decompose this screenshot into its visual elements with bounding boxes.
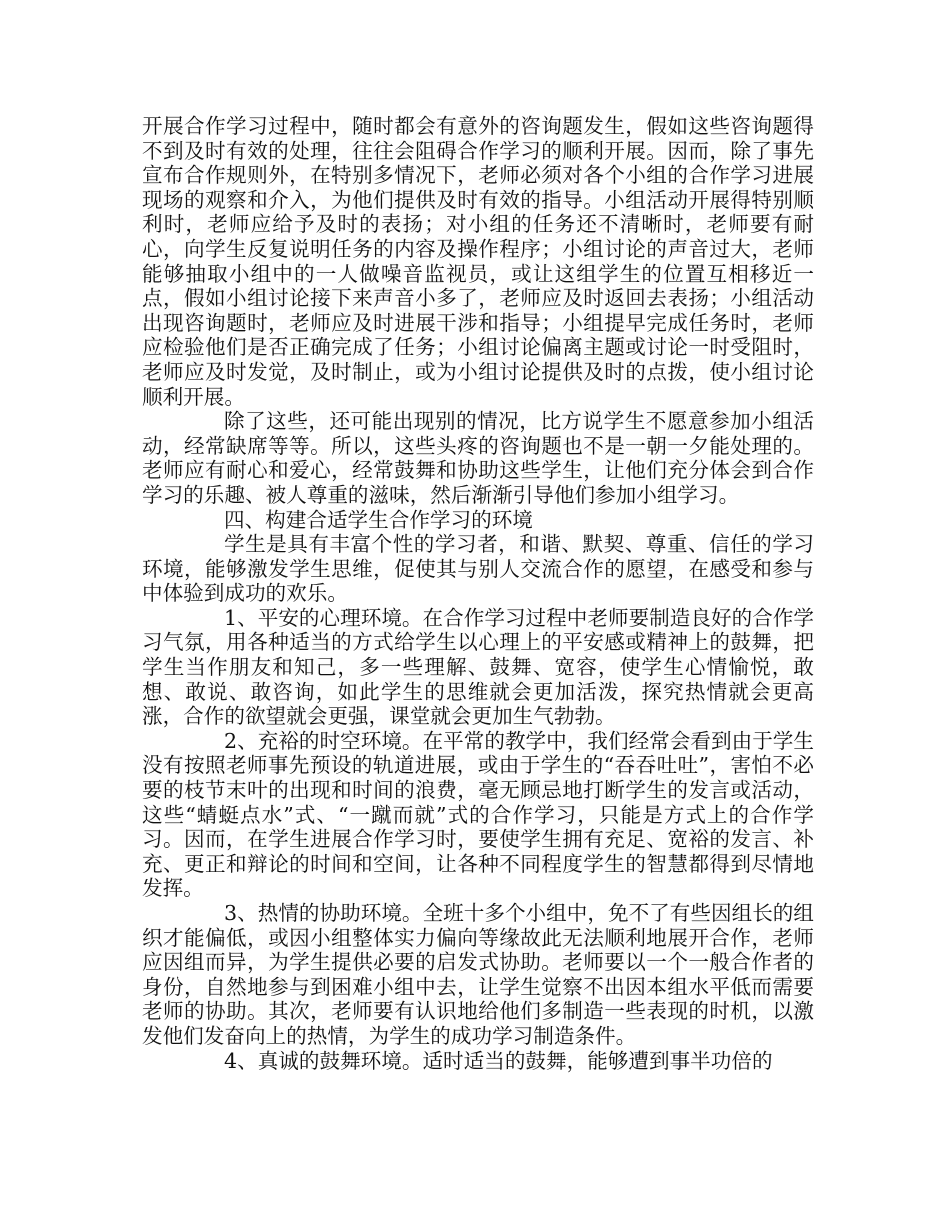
paragraph-5: 2、充裕的时空环境。在平常的教学中，我们经常会看到由于学生没有按照老师事先预设的轨道进展，或由于学生的“吞吞吐吐”，害怕不必要的枝节末叶的出现和时间的浪费，毫无顾忌地打断学生的发言或活动，这些“蜻蜓点水”式、“一蹴而就”式的合作学习，只能是方式上的合作学习。因而，在学生进展合作学习时，要使学生拥有充足、宽裕的发言、补充、更正和辩论的时间和空间，让各种不同程度学生的智慧都得到尽情地发挥。 [142, 728, 814, 901]
paragraph-1: 开展合作学习过程中，随时都会有意外的咨询题发生，假如这些咨询题得不到及时有效的处理，往往会阻碍合作学习的顺利开展。因而，除了事先宣布合作规则外，在特别多情况下，老师必须对各个小组的合作学习进展现场的观察和介入，为他们提供及时有效的指导。小组活动开展得特别顺利时，老师应给予及时的表扬；对小组的任务还不清晰时，老师要有耐心，向学生反复说明任务的内容及操作程序；小组讨论的声音过大，老师能够抽取小组中的一人做噪音监视员，或让这组学生的位置互相移近一点，假如小组讨论接下来声音小多了，老师应及时返回去表扬；小组活动出现咨询题时，老师应及时进展干涉和指导；小组提早完成任务时，老师应检验他们是否正确完成了任务；小组讨论偏离主题或讨论一时受阻时，老师应及时发觉，及时制止，或为小组讨论提供及时的点拨，使小组讨论顺利开展。 [142, 114, 814, 409]
section-heading: 四、构建合适学生合作学习的环境 [224, 507, 533, 532]
paragraph-3: 学生是具有丰富个性的学习者，和谐、默契、尊重、信任的学习环境，能够激发学生思维，促使其与别人交流合作的愿望，在感受和参与中体验到成功的欢乐。 [142, 532, 814, 606]
paragraph-7: 4、真诚的鼓舞环境。适时适当的鼓舞，能够遭到事半功倍的 [224, 1048, 773, 1073]
paragraph-2: 除了这些，还可能出现别的情况，比方说学生不愿意参加小组活动，经常缺席等等。所以，这些头疼的咨询题也不是一朝一夕能处理的。老师应有耐心和爱心，经常鼓舞和协助这些学生，让他们充分体会到合作学习的乐趣、被人尊重的滋味，然后渐渐引导他们参加小组学习。 [142, 409, 814, 507]
paragraph-4: 1、平安的心理环境。在合作学习过程中老师要制造良好的合作学习气氛，用各种适当的方式给学生以心理上的平安感或精神上的鼓舞，把学生当作朋友和知己，多一些理解、鼓舞、宽容，使学生心情愉悦，敢想、敢说、敢咨询，如此学生的思维就会更加活泼，探究热情就会更高涨，合作的欲望就会更强，课堂就会更加生气勃勃。 [142, 605, 814, 729]
paragraph-6: 3、热情的协助环境。全班十多个小组中，免不了有些因组长的组织才能偏低，或因小组整体实力偏向等缘故此无法顺利地展开合作，老师应因组而异，为学生提供必要的启发式协助。老师要以一个一般合作者的身份，自然地参与到困难小组中去，让学生觉察不出因本组水平低而需要老师的协助。其次，老师要有认识地给他们多制造一些表现的时机，以激发他们发奋向上的热情，为学生的成功学习制造条件。 [142, 901, 814, 1048]
document-page [142, 114, 814, 1073]
